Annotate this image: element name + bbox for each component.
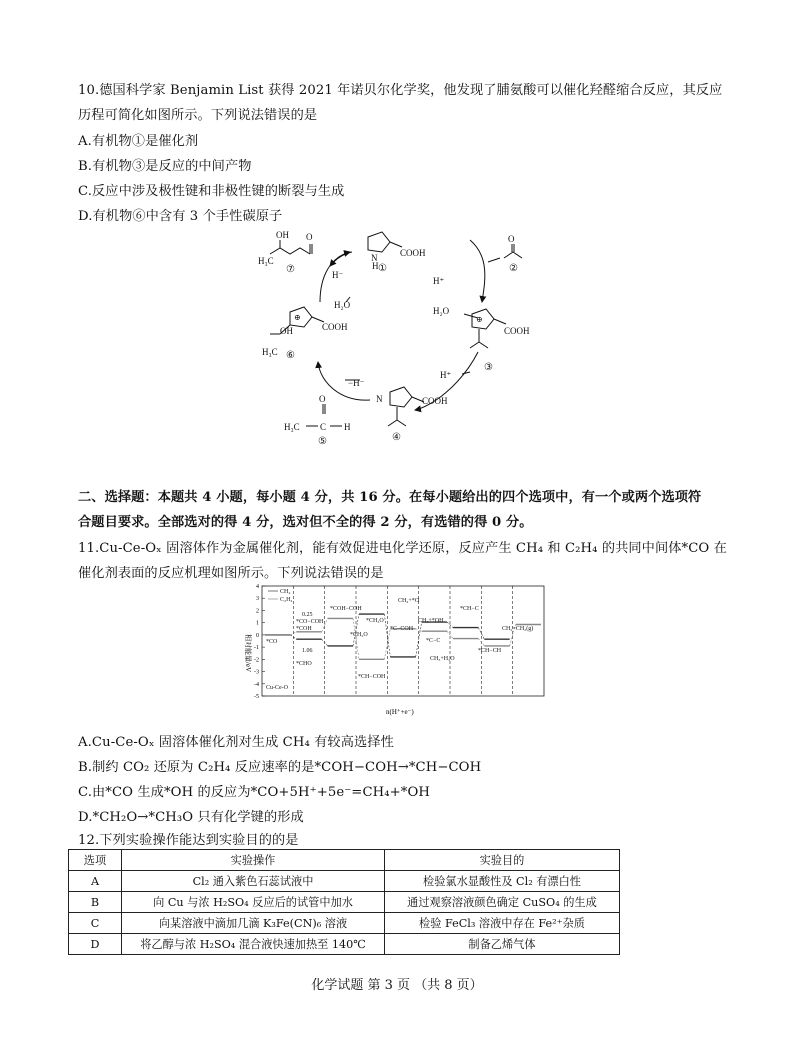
label-h: H <box>372 261 379 271</box>
y-tick-label: 2 <box>256 608 259 615</box>
y-tick-label: -1 <box>254 645 259 652</box>
label-h2o-in: H₂O <box>334 300 351 310</box>
ring-1 <box>368 232 390 252</box>
table-row <box>69 871 620 892</box>
ann-16: *CHO <box>296 661 312 667</box>
table-header-row <box>69 850 620 871</box>
row-c-operation: 向某溶液中滴加几滴 K₃Fe(CN)₆ 溶液 <box>122 913 385 934</box>
y-tick-label: -3 <box>254 669 259 676</box>
label-h3c-6: H₃C <box>262 347 278 357</box>
ann-12: CH₃+H₂O <box>430 656 455 662</box>
x-axis-label: n(H⁺+e⁻) <box>386 708 414 716</box>
label-oh-7: OH <box>276 230 289 240</box>
label-h-plus-in: H⁺ <box>433 276 445 286</box>
q10-stem-line2: 历程可简化如图所示。下列说法错误的是 <box>78 108 318 123</box>
ann-14: CH₂=CH₂(g) <box>502 626 534 632</box>
section2-heading-line1: 二、选择题：本题共 4 小题，每小题 4 分，共 16 分。在每小题给出的四个选项中，有一个或两个选项符 <box>78 490 702 505</box>
ann-8: *C−COH <box>390 626 414 632</box>
ann-2: *CO−COH <box>296 619 324 625</box>
label-h3c-7: H₃C <box>258 256 274 266</box>
q11-option-d: D.*CH₂O→*CH₃O 只有化学键的形成 <box>78 810 304 825</box>
q11-option-c: C.由*CO 生成*OH 的反应为*CO+5H⁺+5e⁻=CH₄+*OH <box>78 785 430 800</box>
chain-7 <box>270 248 310 254</box>
label-n1: ① <box>378 263 387 274</box>
energy-connector <box>416 629 422 631</box>
ann-13: *CH−CH <box>478 648 502 654</box>
y-tick-label: 3 <box>256 596 259 603</box>
y-tick-label: 4 <box>256 584 259 590</box>
label-plus-6: ⊕ <box>294 313 301 322</box>
label-n6: ⑥ <box>286 350 295 361</box>
label-n-4: N <box>376 394 383 404</box>
ring-4 <box>390 387 412 407</box>
row-b-purpose: 通过观察溶液颜色确定 CuSO₄ 的生成 <box>385 892 620 913</box>
q10-option-a: A.有机物①是催化剂 <box>78 134 199 149</box>
label-cooh-4: COOH <box>422 396 448 406</box>
page-footer: 化学试题 第 3 页 （共 8 页） <box>311 978 483 993</box>
section2-heading-line2: 合题目要求。全部选对的得 4 分，选对但不全的得 2 分，有选错的得 0 分。 <box>78 515 533 530</box>
header-option: 选项 <box>69 850 122 871</box>
arc-to-7 <box>330 252 352 266</box>
label-minus-h: −H⁻ <box>348 378 365 388</box>
q10-stem-line1: 10.德国科学家 Benjamin List 获得 2021 年诺贝尔化学奖，他发现了脯氨酸可以催化羟醛缩合反应，其反应 <box>78 83 723 98</box>
label-h2o-out: H₂O <box>433 306 450 316</box>
label-o-7: O <box>306 232 313 242</box>
row-a-purpose: 检验氯水显酸性及 Cl₂ 有漂白性 <box>385 871 620 892</box>
y-tick-label: -4 <box>254 681 259 688</box>
row-a-option: A <box>69 871 122 892</box>
table-row <box>69 913 620 934</box>
label-h-plus-out: H⁺ <box>440 370 452 380</box>
ann-0: 0.25 <box>302 612 313 618</box>
label-c-5: C <box>320 422 327 432</box>
q12-experiment-table <box>68 849 620 955</box>
label-cooh-1: COOH <box>400 248 426 258</box>
ann-17: *COH <box>296 626 312 632</box>
y-tick-label: -5 <box>254 694 259 700</box>
ann-15: *CO <box>266 639 278 645</box>
row-d-option: D <box>69 934 122 955</box>
arc-1-to-3 <box>470 240 485 302</box>
label-n7: ⑦ <box>286 264 295 275</box>
energy-connector <box>478 639 484 646</box>
q11-stem-line1: 11.Cu-Ce-Oₓ 固溶体作为金属催化剂，能有效促进电化学还原，反应产生 CH₄ 和 C₂H₄ 的共同中间体*CO 在 <box>78 541 727 556</box>
label-oh-6: OH <box>280 326 293 336</box>
q10-option-c: C.反应中涉及极性键和非极性键的断裂与生成 <box>78 184 345 199</box>
catalyst-label: Cu-Ce-O <box>266 685 288 691</box>
row-d-operation: 将乙醇与浓 H₂SO₄ 混合液快速加热至 140℃ <box>122 934 385 955</box>
ann-11: *C−C <box>426 638 441 644</box>
label-h3c-5: H₃C <box>284 422 300 432</box>
label-n4: ④ <box>392 432 401 443</box>
legend-c2h4: C₂H₄ <box>280 597 293 603</box>
label-cooh-3: COOH <box>504 326 530 336</box>
ann-1: 1.06 <box>302 648 313 654</box>
q10-option-d: D.有机物⑥中含有 3 个手性碳原子 <box>78 209 283 224</box>
table-row <box>69 892 620 913</box>
label-cooh-6: COOH <box>322 322 348 332</box>
label-nh: N <box>371 253 378 263</box>
label-h-minus: H⁻ <box>332 270 344 280</box>
label-o-5: O <box>319 394 326 404</box>
ann-10: *CH−C <box>460 606 479 612</box>
energy-connector <box>322 639 328 646</box>
y-tick-label: 0 <box>256 632 259 639</box>
y-axis-label: 相对能量/eV <box>244 634 252 673</box>
q11-stem-line2: 催化剂表面的反应机理如图所示。下列说法错误的是 <box>78 566 384 581</box>
ann-3: *COH−COH <box>330 606 362 612</box>
q10-option-b: B.有机物③是反应的中间产物 <box>78 159 252 174</box>
label-o-2: O <box>508 234 515 244</box>
reactant-2-in <box>488 258 500 262</box>
ann-4: *CH₂O <box>350 632 368 638</box>
row-b-option: B <box>69 892 122 913</box>
label-n2: ② <box>509 263 518 274</box>
q11-option-a: A.Cu-Ce-Oₓ 固溶体催化剂对生成 CH₄ 有较高选择性 <box>78 735 394 750</box>
q11-energy-profile-chart <box>240 582 552 722</box>
row-b-operation: 向 Cu 与浓 H₂SO₄ 反应后的试管中加水 <box>122 892 385 913</box>
hplus-out <box>462 372 470 374</box>
row-d-purpose: 制备乙烯气体 <box>385 934 620 955</box>
q12-stem: 12.下列实验操作能达到实验目的的是 <box>78 833 299 848</box>
q11-option-b: B.制约 CO₂ 还原为 C₂H₄ 反应速率的是*COH−COH→*CH−COH <box>78 760 482 775</box>
energy-connector <box>384 614 390 657</box>
table-row <box>69 934 620 955</box>
row-a-operation: Cl₂ 通入紫色石蕊试液中 <box>122 871 385 892</box>
label-plus-3: ⊕ <box>476 315 483 324</box>
ann-9: CH₄+*OH <box>418 618 444 624</box>
label-n5: ⑤ <box>318 436 327 447</box>
row-c-option: C <box>69 913 122 934</box>
label-n3: ③ <box>484 362 493 373</box>
label-h-5: H <box>344 422 351 432</box>
q10-catalytic-cycle-diagram <box>250 222 550 447</box>
ann-7: *CH−COH <box>358 674 386 680</box>
header-purpose: 实验目的 <box>385 850 620 871</box>
header-operation: 实验操作 <box>122 850 385 871</box>
y-tick-label: -2 <box>254 657 259 664</box>
y-tick-label: 1 <box>256 620 259 627</box>
ann-5: *CH₃O <box>366 618 384 624</box>
ann-6: CH₄+*O <box>398 598 420 604</box>
legend-ch4: CH₄ <box>280 589 291 595</box>
row-c-purpose: 检验 FeCl₃ 溶液中存在 Fe²⁺杂质 <box>385 913 620 934</box>
